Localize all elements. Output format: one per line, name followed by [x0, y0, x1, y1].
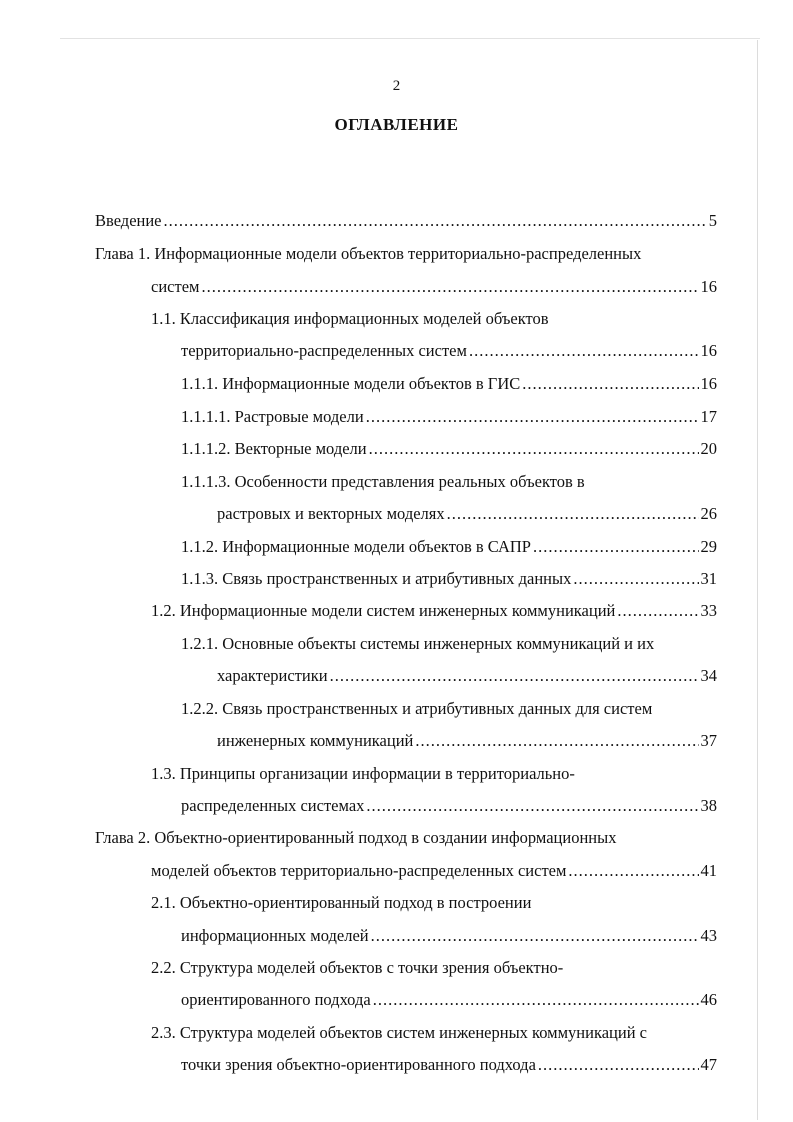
dot-leader — [447, 503, 699, 525]
dot-leader — [617, 600, 698, 622]
toc-entry-label: инженерных коммуникаций — [217, 731, 414, 750]
scan-edge-right — [757, 40, 758, 1120]
toc-entry-page: 33 — [700, 601, 717, 620]
toc-entry-label: 2.2. Структура моделей объектов с точки зрения объектно- — [151, 958, 564, 977]
toc-entry-label: распределенных системах — [181, 796, 365, 815]
toc-entry-2-1[interactable] — [151, 892, 717, 914]
toc-entry-label: Введение — [95, 211, 162, 230]
toc-entry-1-2[interactable] — [151, 600, 717, 622]
toc-entry-1-2-1-cont[interactable] — [217, 665, 717, 687]
toc-entry-1-1-3[interactable] — [181, 568, 717, 590]
toc-entry-label: 1.2. Информационные модели систем инженерных коммуникаций — [151, 601, 616, 620]
toc-entry-chapter-2[interactable] — [95, 827, 717, 849]
dot-leader — [522, 373, 698, 395]
toc-entry-2-2-cont[interactable] — [181, 989, 717, 1011]
toc-entry-label: 2.3. Структура моделей объектов систем инженерных коммуникаций с — [151, 1023, 647, 1042]
toc-entry-2-3-cont[interactable] — [181, 1054, 717, 1076]
toc-entry-1-1-cont[interactable] — [181, 340, 717, 362]
dot-leader — [469, 340, 699, 362]
toc-entry-page: 26 — [700, 504, 717, 523]
toc-entry-chapter-1-cont[interactable] — [151, 276, 717, 298]
toc-entry-label: точки зрения объектно-ориентированного подхода — [181, 1055, 536, 1074]
toc-entry-1-3-cont[interactable] — [181, 795, 717, 817]
scan-edge-top — [60, 38, 760, 39]
toc-entry-page: 37 — [700, 731, 717, 750]
dot-leader — [415, 730, 698, 752]
dot-leader — [573, 568, 698, 590]
toc-entry-label: 1.1.2. Информационные модели объектов в САПР — [181, 537, 531, 556]
toc-entry-label: 1.1.3. Связь пространственных и атрибутивных данных — [181, 569, 572, 588]
toc-entry-label: 1.1.1.2. Векторные модели — [181, 439, 367, 458]
toc-entry-page: 20 — [700, 439, 717, 458]
toc-entry-2-2[interactable] — [151, 957, 717, 979]
toc-entry-label: территориально-распределенных систем — [181, 341, 467, 360]
toc-entry-1-1-1[interactable] — [181, 373, 717, 395]
toc-entry-page: 29 — [700, 537, 717, 556]
dot-leader — [568, 860, 698, 882]
dot-leader — [330, 665, 699, 687]
toc-entry-1-1-1-3-cont[interactable] — [217, 503, 717, 525]
toc-entry-1-2-1[interactable] — [181, 633, 717, 655]
toc-entry-2-3[interactable] — [151, 1022, 717, 1044]
toc-entry-label: Глава 2. Объектно-ориентированный подход в создании информационных — [95, 828, 617, 847]
toc-entry-label: систем — [151, 277, 200, 296]
toc-entry-1-2-2-cont[interactable] — [217, 730, 717, 752]
toc-entry-1-1-2[interactable] — [181, 536, 717, 558]
toc-entry-label: 1.1.1.3. Особенности представления реальных объектов в — [181, 472, 585, 491]
toc-entry-chapter-2-cont[interactable] — [151, 860, 717, 882]
toc-entry-label: 1.1.1. Информационные модели объектов в ГИС — [181, 374, 521, 393]
dot-leader — [366, 795, 698, 817]
toc-entry-1-1-1-1[interactable] — [181, 406, 717, 428]
toc-entry-page: 16 — [700, 277, 717, 296]
toc-entry-intro[interactable] — [95, 210, 717, 232]
toc-entry-page: 41 — [700, 861, 717, 880]
page-number: 2 — [392, 78, 401, 94]
toc-entry-label: Глава 1. Информационные модели объектов территориально-распределенных — [95, 244, 642, 263]
toc-entry-chapter-1[interactable] — [95, 243, 717, 265]
toc-entry-label: 1.1. Классификация информационных моделей объектов — [151, 309, 549, 328]
toc-entry-page: 31 — [700, 569, 717, 588]
dot-leader — [533, 536, 699, 558]
toc-entry-label: характеристики — [217, 666, 328, 685]
toc-entry-label: 2.1. Объектно-ориентированный подход в построении — [151, 893, 532, 912]
toc-entry-label: моделей объектов территориально-распределенных систем — [151, 861, 567, 880]
dot-leader — [373, 989, 699, 1011]
toc-entry-1-1-1-3[interactable] — [181, 471, 717, 493]
toc-entry-page: 17 — [700, 407, 717, 426]
toc-entry-label: растровых и векторных моделях — [217, 504, 445, 523]
toc-entry-page: 34 — [700, 666, 717, 685]
toc-entry-page: 47 — [700, 1055, 717, 1074]
dot-leader — [538, 1054, 699, 1076]
toc-entry-page: 38 — [700, 796, 717, 815]
toc-entry-label: 1.1.1.1. Растровые модели — [181, 407, 364, 426]
dot-leader — [201, 276, 698, 298]
toc-entry-1-1[interactable] — [151, 308, 717, 330]
toc-entry-page: 16 — [700, 374, 717, 393]
toc-entry-page: 16 — [700, 341, 717, 360]
toc-entry-1-3[interactable] — [151, 763, 717, 785]
dot-leader — [369, 438, 699, 460]
dot-leader — [371, 925, 699, 947]
toc-entry-page: 43 — [700, 926, 717, 945]
toc-entry-label: 1.2.2. Связь пространственных и атрибутивных данных для систем — [181, 699, 653, 718]
toc-entry-page: 46 — [700, 990, 717, 1009]
toc-entry-1-1-1-2[interactable] — [181, 438, 717, 460]
toc-entry-label: 1.2.1. Основные объекты системы инженерных коммуникаций и их — [181, 634, 655, 653]
toc-entry-label: 1.3. Принципы организации информации в территориально- — [151, 764, 575, 783]
dot-leader — [164, 210, 707, 232]
page-title: ОГЛАВЛЕНИЕ — [334, 115, 459, 134]
toc-entry-page: 5 — [708, 211, 717, 230]
toc-entry-label: ориентированного подхода — [181, 990, 371, 1009]
toc-entry-2-1-cont[interactable] — [181, 925, 717, 947]
toc-entry-1-2-2[interactable] — [181, 698, 717, 720]
dot-leader — [366, 406, 699, 428]
toc-entry-label: информационных моделей — [181, 926, 369, 945]
